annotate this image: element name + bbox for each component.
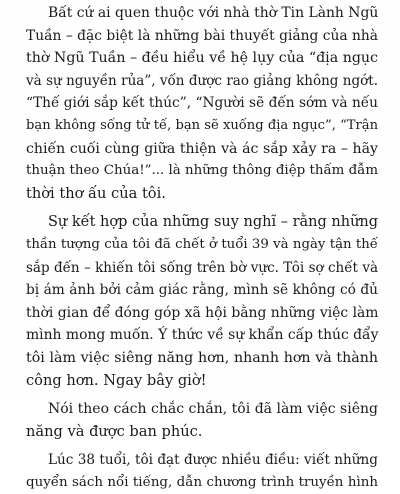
- text-line: mình mong muốn. Ý thức về sự khẩn cấp thúc đẩy: [26, 327, 379, 344]
- text-line: sắp đến – khiến tôi sống trên bờ vực. Tôi sợ chết và: [26, 259, 378, 276]
- text-line: thần tượng của tôi đã chết ở tuổi 39 và ngày tận thế: [26, 236, 378, 252]
- text-line: “Thế giới sắp kết thúc”, “Người sẽ đến sớm và nếu: [26, 95, 378, 112]
- text-line: bạn không sống tử tế, bạn sẽ xuống địa ngục”, “Trận: [26, 117, 378, 133]
- paragraph-3: [26, 398, 378, 443]
- paragraph-1: [26, 2, 378, 205]
- text-line: thuận theo Chúa!”... là những thông điệp thấm đẫm: [26, 163, 379, 179]
- text-line: công hơn. Ngay bây giờ!: [26, 371, 207, 389]
- paragraph-2: [26, 211, 378, 392]
- text-line: năng và được ban phúc.: [26, 422, 203, 440]
- text-line: Lúc 38 tuổi, tôi đạt được nhiều điều: viết những: [48, 452, 378, 469]
- text-line: thờ Ngũ Tuần – đều hiểu về hệ lụy của “địa ngục: [26, 50, 378, 67]
- text-line: tôi làm việc siêng năng hơn, nhanh hơn và thành: [26, 349, 378, 366]
- text-line: bị ám ảnh bởi cảm giác rằng, mình sẽ không có đủ: [26, 282, 378, 299]
- text-line: quyển sách nổi tiếng, dẫn chương trình truyền hình: [26, 474, 378, 490]
- text-line: Sự kết hợp của những suy nghĩ – rằng những: [48, 214, 379, 231]
- text-line: Tuần – đặc biệt là những bài thuyết giảng của nhà: [26, 27, 378, 44]
- text-line: Nói theo cách chắc chắn, tôi đã làm việc siêng: [48, 401, 378, 418]
- text-line: Bất cứ ai quen thuộc với nhà thờ Tin Lành Ngũ: [48, 5, 379, 21]
- text-line: thời thơ ấu của tôi.: [26, 184, 166, 202]
- paragraph-4: [26, 449, 378, 494]
- text-line: thời gian để đóng góp xã hội bằng những việc làm: [26, 304, 379, 321]
- text-line: và sự nguyền rủa”, vốn được rao giảng không ngớt.: [26, 72, 378, 89]
- text-line: chiến cuối cùng giữa thiện và ác sắp xảy ra – hãy: [26, 140, 378, 157]
- body-text: [26, 2, 378, 494]
